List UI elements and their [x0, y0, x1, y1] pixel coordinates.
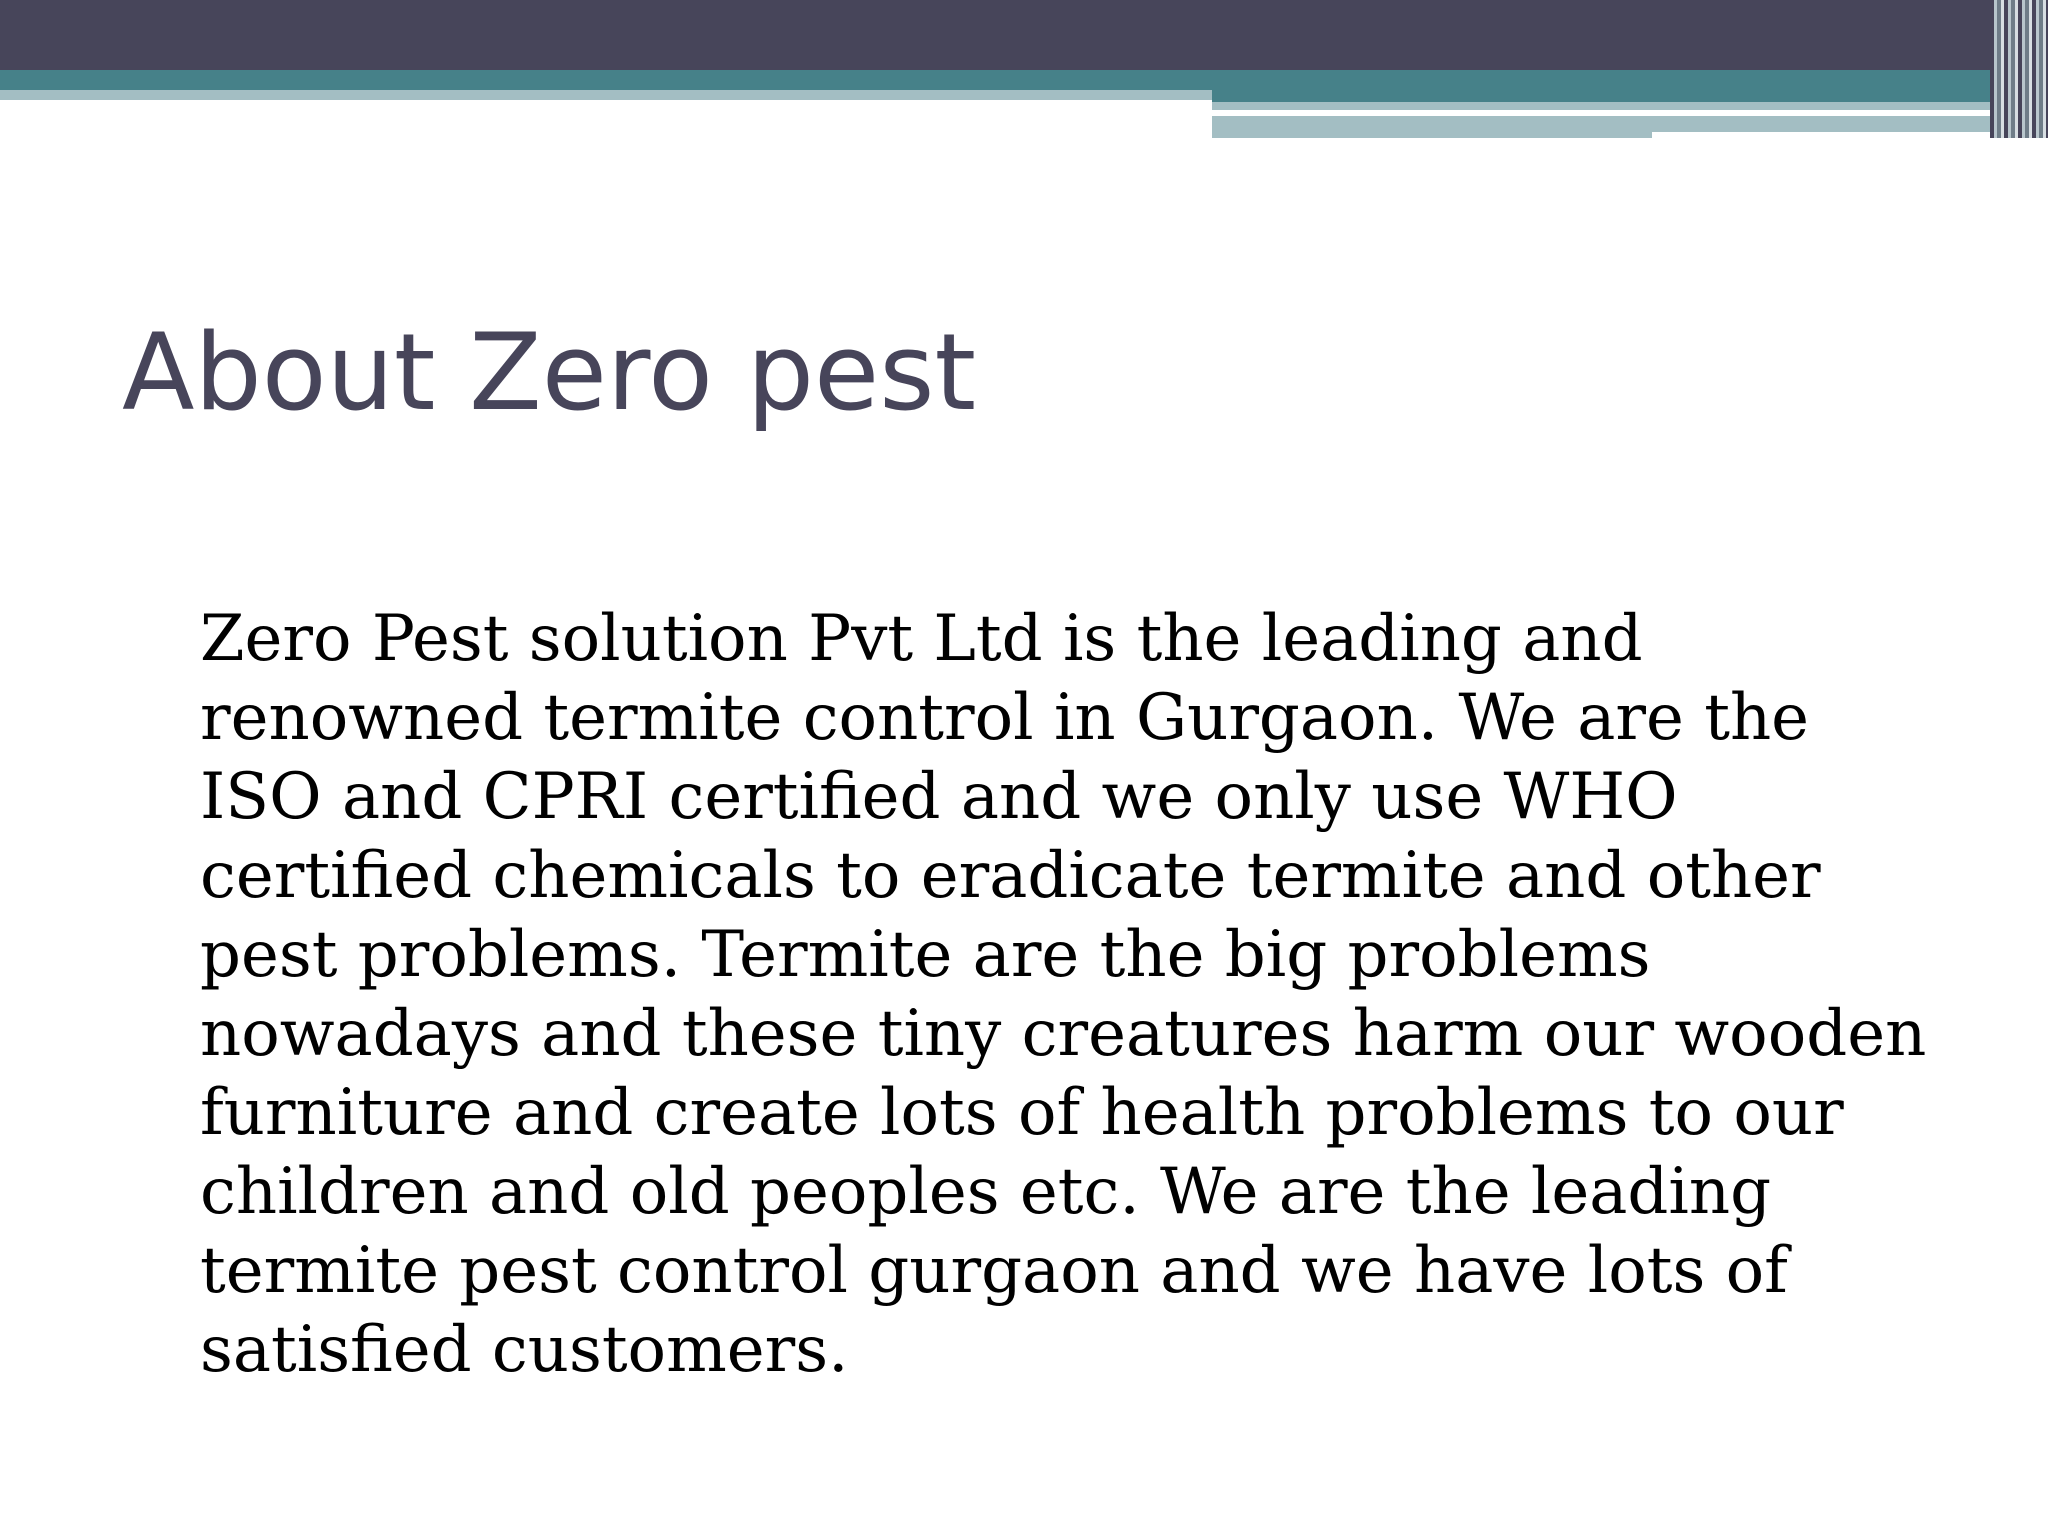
body-line: renowned termite control in Gurgaon. We are the: [200, 681, 1810, 755]
header-band-light-right-lower: [1212, 116, 1652, 138]
body-line: termite pest control gurgaon and we have lots of: [200, 1234, 1788, 1308]
header-band-light-right-tail: [1652, 116, 2048, 132]
slide-title: About Zero pest: [122, 311, 977, 434]
body-line: furniture and create lots of health problems to our: [200, 1076, 1844, 1150]
slide-body: [200, 600, 1960, 1390]
header-band-teal-right: [1212, 90, 2048, 102]
body-line: Zero Pest solution Pvt Ltd is the leading and: [200, 602, 1643, 676]
header-corner-stripes: [1990, 0, 2048, 138]
header-band-teal: [0, 70, 2048, 90]
header-band-light-right: [1212, 102, 2048, 110]
body-line: certified chemicals to eradicate termite and other: [200, 839, 1821, 913]
header-band-dark: [0, 0, 2048, 70]
header-band-light-left: [0, 90, 1212, 100]
body-line: children and old peoples etc. We are the leading: [200, 1155, 1772, 1229]
body-line: satisfied customers.: [200, 1313, 849, 1387]
body-line: pest problems. Termite are the big problems: [200, 918, 1651, 992]
body-line: ISO and CPRI certified and we only use WHO: [200, 760, 1678, 834]
body-line: nowadays and these tiny creatures harm our wooden: [200, 997, 1927, 1071]
